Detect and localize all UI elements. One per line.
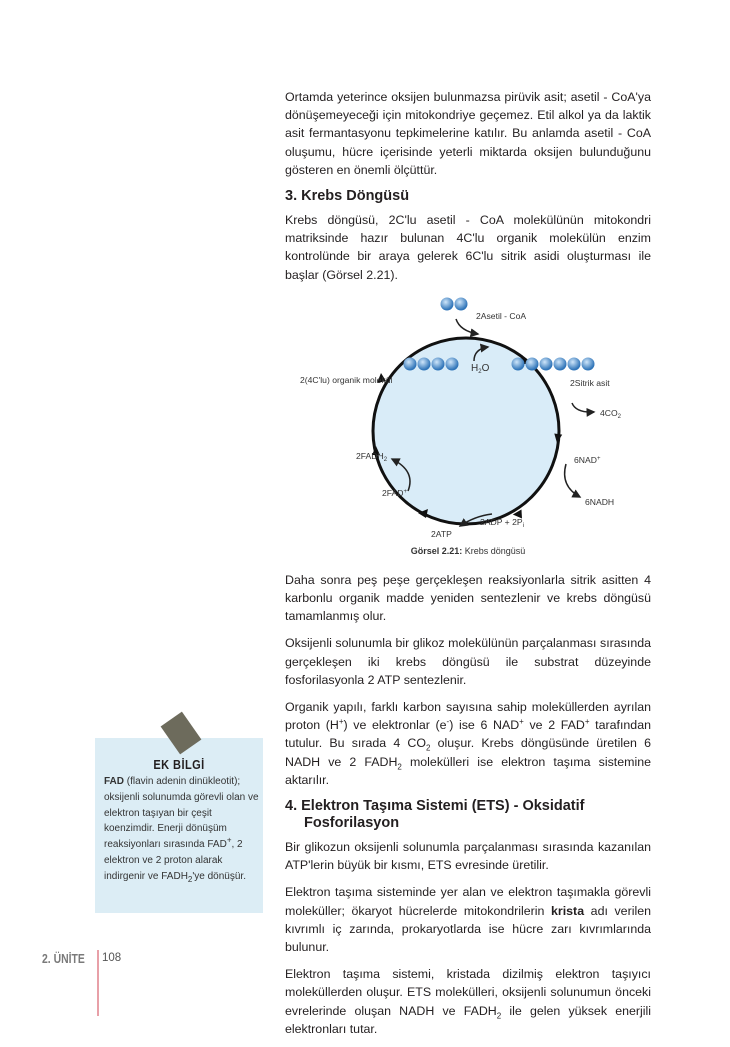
paragraph-ets-location: Elektron taşıma sisteminde yer alan ve elektron taşımakla görevli moleküller; ökaryot hücrelerde mitokondrilerin krista adı verilen kıvrımlı iç zarında, prokaryotlarda ise hücre zarı kıvrımlarında bulunur. [285,885,651,955]
label-fad: 2FAD+ [382,487,408,498]
paragraph-krebs-intro: Krebs döngüsü, 2C'lu asetil - CoA molekülünün mitokondri matriksinde hazır bulunan 4C'lu organik molekülün enzim kontrolünde bir araya gelerek 6C'lu sitrik asidi oluşturması ile başlar (Görsel 2.21). [285,213,651,282]
paragraph-cycle-complete: Daha sonra peş peşe gerçekleşen reaksiyonlarla sitrik asitten 4 karbonlu organik madde yeniden sentezlenir ve krebs döngüsü tamamlanmış olur. [285,572,651,624]
paragraph-anaerobic: Ortamda yeterince oksijen bulunmazsa pirüvik asit; asetil - CoA'ya dönüşemeyeceği için mitokondriye geçemez. Etil alkol ya da laktik asit fermantasyonu tepkimelerine katılır. Bu anlamda asetil - CoA oluşumu, hücre içerisinde yeterli miktarda oksijen bulunduğunu gösteren en önemli ölçüttür. [285,90,651,177]
heading-krebs: 3. Krebs Döngüsü [285,188,410,205]
footer-divider [97,950,99,1016]
main-column [285,88,651,1047]
page-number: 108 [102,952,122,964]
label-acetyl-coa: 2Asetil - CoA [476,310,527,321]
footer-unit: 2. ÜNİTE [42,951,85,966]
info-box-text: FAD (flavin adenin dinükleotit); oksijenli solunumda görevli olan ve elektron taşıyan bir çeşit koenzimdir. Enerji dönüşüm reaksiyonları sırasında FAD+, 2 elektron ve 2 proton alarak indirgenir ve $FADH_2'ye$ dönüşür. [104,776,259,884]
label-citric-acid: 2Sitrik asit [570,377,610,388]
heading-ets: 4. Elektron Taşıma Sistemi (ETS) - Oksidatif Fosforilasyon [285,798,585,832]
label-nad: 6NAD+ [574,454,601,465]
figure-caption: Görsel 2.21: Krebs döngüsü [410,545,526,556]
label-nadh: 6NADH [585,496,615,507]
label-fadh2: $2FADH_2$ [356,450,388,463]
label-adp: $2ADP + 2P_i$ [480,516,524,529]
info-box [95,738,263,913]
paragraph-atp-synthesis: Oksijenli solunumla bir glikoz molekülünün parçalanması sırasında gerçekleşen iki krebs döngüsü ile substrat düzeyinde fosforilasyonla 2 ATP sentezlenir. [285,636,651,687]
info-box-title: EK BİLGİ [153,757,205,772]
krebs-cycle-figure [290,293,630,545]
acetyl-coa-molecule [441,297,468,310]
paragraph-ets-atp: Bir glikozun oksijenli solunumla parçalanması sırasında kazanılan ATP'lerin büyük bir kısmı, ETS evresinde üretilir. [285,840,651,873]
label-atp: 2ATP [431,528,452,539]
label-water: $H_2O$ [471,362,490,375]
paragraph-electron-carriers: Organik yapılı, farklı karbon sayısına sahip moleküllerden ayrılan proton (H+) ve elektronlar (e-) ise 6 NAD+ ve 2 FAD+ tarafından tutulur. Bu sırada 4 $CO_2$ oluşur. Krebs döngüsünde üretilen 6 NADH ve 2 $FADH_2$ molekülleri ise elektron taşıma sistemine aktarılır. [285,700,651,787]
label-co2: $4CO_2$ [600,407,622,420]
label-organic-molecule: 2(4C'lu) organik molekül [300,374,393,385]
paragraph-ets-molecules: Elektron taşıma sistemi, kristada dizilmiş elektron taşıyıcı moleküllerden oluşur. ETS molekülleri, oksijenli solunumun önceki evrelerinde oluşan NADH ve $FADH_2$ ile gelen yüksek enerjili elektronları tutar. [285,967,652,1036]
